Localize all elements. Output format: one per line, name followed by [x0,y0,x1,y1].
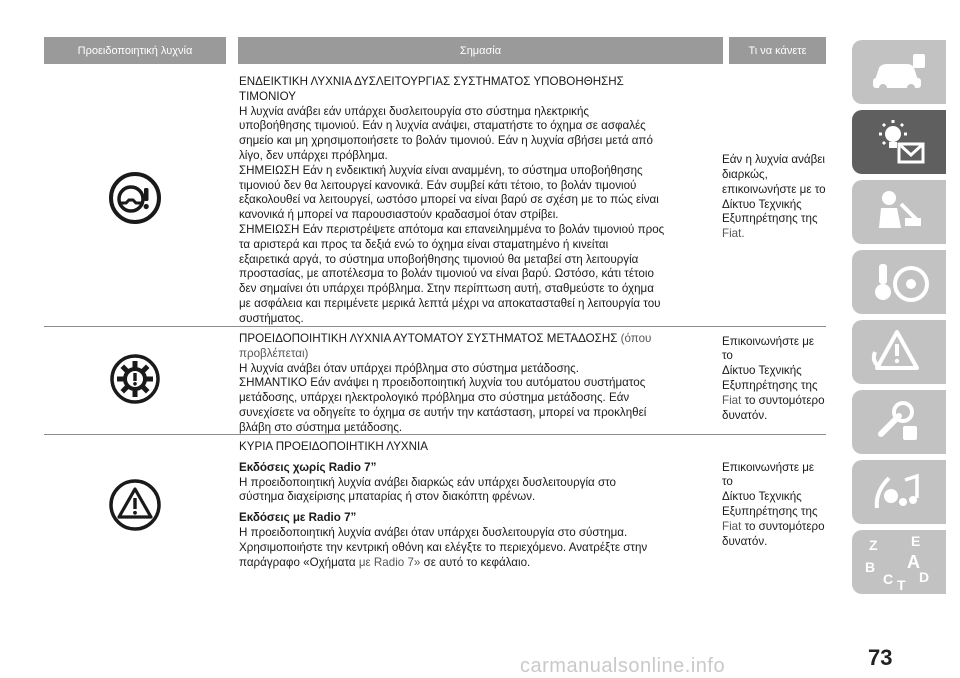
header-warning-light: Προειδοποιητική λυχνία [44,37,226,64]
svg-text:E: E [911,533,921,549]
table-row [44,327,826,434]
row-action: Επικοινωνήστε με το Δίκτυο Τεχνικής Εξυπηρέτησης της Fiat το συντομότερο δυνατόν. [722,334,825,422]
row-description: ΠΡΟΕΙΔΟΠΟΙΗΤΙΚΗ ΛΥΧΝΙΑ ΑΥΤΟΜΑΤΟΥ ΣΥΣΤΗΜΑΤΟΣ ΜΕΤΑΔΟΣΗΣ (όπου προβλέπεται) Η λυχνία ανάβει όταν υπάρχει πρόβλημα στο σύστημα μετάδοσης. ΣΗΜΑΝΤΙΚΟ Εάν ανάψει η προειδοποιητική λυχνία του αυτόματου συστήματος μετάδοσης, υπάρχει ηλεκτρολογικό πρόβλημα στο σύστημα μετάδοσης. Εάν συνεχίσετε να οδηγείτε το όχημα σε αυτήν την κατάσταση, μπορεί να προκληθεί βλάβη στο σύστημα μετάδοσης. [239,332,652,434]
row-action: Επικοινωνήστε με το Δίκτυο Τεχνικής Εξυπηρέτησης της Fiat το συντομότερο δυνατόν. [722,460,825,548]
svg-text:B: B [865,559,876,575]
svg-text:T: T [897,577,906,592]
tab-starting-driving[interactable] [852,250,946,314]
safety-icon [871,188,927,236]
emergency-icon [867,328,931,376]
gear-warning-icon [44,327,226,431]
warning-lights-icon [867,118,931,166]
page-number: 73 [868,645,893,670]
table-row [44,435,826,575]
index-icon [863,532,935,592]
maintenance-icon [867,398,931,446]
header-meaning: Σημασία [238,37,723,64]
row-action: Εάν η λυχνία ανάβει διαρκώς, επικοινωνήστε με το Δίκτυο Τεχνικής Εξυπηρέτησης της Fiat. [722,153,826,241]
tab-emergency[interactable] [852,320,946,384]
svg-text:Z: Z [869,537,878,553]
svg-text:A: A [907,552,920,572]
row-description: ΚΥΡΙΑ ΠΡΟΕΙΔΟΠΟΙΗΤΙΚΗ ΛΥΧΝΙΑ Εκδόσεις χωρίς Radio 7” Η προειδοποιητική λυχνία ανάβει διαρκώς εάν υπάρχει δυσλειτουργία στο σύστημα διαχείρισης μπαταρίας ή στον διακόπτη φρένων. Εκδόσεις με Radio 7” Η προειδοποιητική λυχνία ανάβει όταν υπάρχει δυσλειτουργία στο σύστημα. Χρησιμοποιήστε την κεντρική οθόνη και ελέγξτε το περιεχόμενο. Ανατρέξτε στην παράγραφο «Οχήματα με Radio 7» σε αυτό το κεφάλαιο. [239,440,648,569]
tab-multimedia[interactable] [852,460,946,524]
multimedia-icon [867,468,931,516]
tab-safety[interactable] [852,180,946,244]
row-description: ΕΝΔΕΙΚΤΙΚΗ ΛΥΧΝΙΑ ΔΥΣΛΕΙΤΟΥΡΓΙΑΣ ΣΥΣΤΗΜΑΤΟΣ ΥΠΟΒΟΗΘΗΣΗΣ ΤΙΜΟΝΙΟΥ Η λυχνία ανάβει εάν υπάρχει δυσλειτουργία στο σύστημα ηλεκτρικής υποβοήθησης τιμονιού. Εάν η λυχνία ανάψει, σταματήστε το όχημα σε ασφαλές σημείο και μη χρησιμοποιήσετε το βολάν τιμονιού. Εάν η λυχνία σβήσει μετά από λίγο, δεν υπάρχει πρόβλημα. ΣΗΜΕΙΩΣΗ Εάν η ενδεικτική λυχνία είναι αναμμένη, το σύστημα υποβοήθησης τιμονιού δεν θα λειτουργεί κανονικά. Εάν συμβεί κάτι τέτοιο, το βολάν τιμονιού εξακολουθεί να λειτουργεί, ωστόσο μπορεί να είναι βαρύ σε σχέση με το πώς είναι κανονικά ή μπορεί να παρουσιαστούν κραδασμοί όταν στρίβει. ΣΗΜΕΙΩΣΗ Εάν περιστρέψετε απότομα και επανειλημμένα το βολάν τιμονιού προς τα αριστερά και προς τα δεξιά ενώ το όχημα είναι σταματημένο ή κινείται εξαιρετικά αργά, το σύστημα υποβοήθησης τιμονιού θα μεταβεί στη λειτουργία προστασίας, με αποτέλεσμα το βολάν τιμονιού να είναι βαρύ. Ωστόσο, κάτι τέτοιο δεν σημαίνει ότι υπάρχει πρόβλημα. Στην περίπτωση αυτή, σταθμεύστε το όχημα με ασφάλεια και περιμένετε μερικά λεπτά μέχρι να αποκατασταθεί η λειτουργία του συστήματος. [239,75,665,325]
table-header [44,37,826,64]
car-info-icon [867,50,931,94]
table-row [44,70,826,325]
triangle-warning-icon [44,435,226,575]
tab-warning-lights[interactable] [852,110,946,174]
steering-wheel-warning-icon [44,70,226,325]
starting-driving-icon [867,258,931,306]
header-what-to-do: Τι να κάνετε [729,37,826,64]
svg-text:C: C [883,571,894,587]
watermark: carmanualsonline.info [520,655,726,677]
chapter-sidebar [852,40,946,600]
tab-maintenance[interactable] [852,390,946,454]
tab-car-info[interactable] [852,40,946,104]
tab-index[interactable] [852,530,946,594]
svg-text:D: D [919,569,930,585]
